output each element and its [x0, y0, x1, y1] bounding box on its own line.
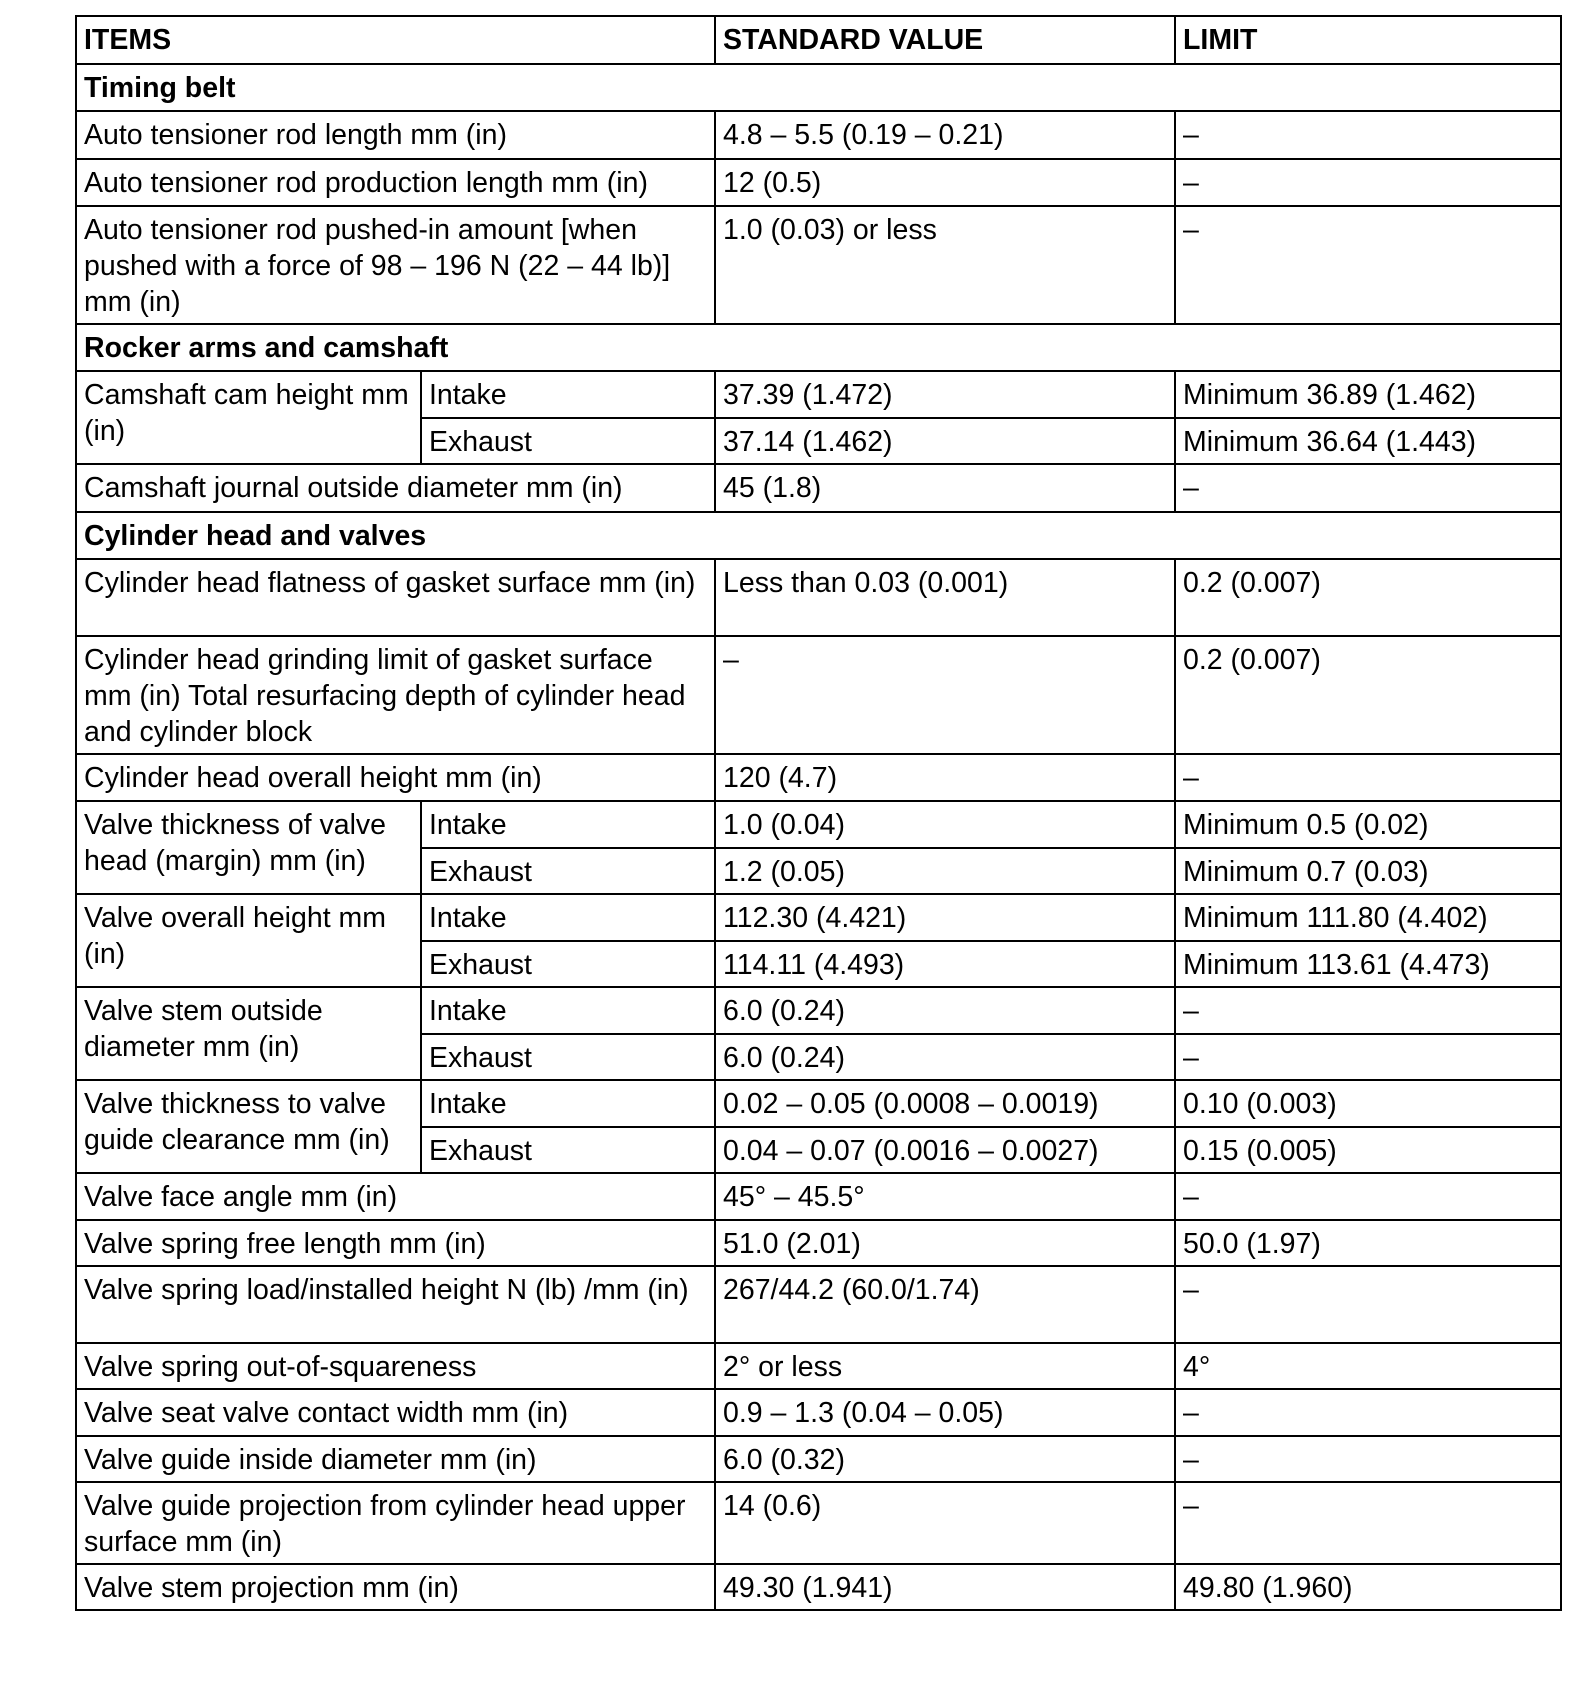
standard-value: 6.0 (0.24): [715, 987, 1175, 1034]
limit-value: Minimum 111.80 (4.402): [1175, 894, 1561, 941]
table-row: [76, 1173, 1561, 1220]
table-row: [76, 1080, 1561, 1127]
table-row: [76, 1436, 1561, 1482]
table-row: [76, 1343, 1561, 1389]
item-label: Auto tensioner rod length mm (in): [76, 111, 715, 159]
limit-value: 0.15 (0.005): [1175, 1127, 1561, 1173]
table-row: [76, 111, 1561, 159]
standard-value: 49.30 (1.941): [715, 1564, 1175, 1610]
standard-value: 6.0 (0.24): [715, 1034, 1175, 1080]
limit-value: –: [1175, 1482, 1561, 1564]
item-label: Valve seat valve contact width mm (in): [76, 1389, 715, 1436]
limit-value: 0.2 (0.007): [1175, 636, 1561, 754]
standard-value: 45° – 45.5°: [715, 1173, 1175, 1220]
table-row: [76, 801, 1561, 848]
section-title: Cylinder head and valves: [76, 512, 1561, 559]
item-label: Valve thickness to valve guide clearance mm (in): [76, 1080, 421, 1173]
standard-value: 267/44.2 (60.0/1.74): [715, 1266, 1175, 1343]
standard-value: –: [715, 636, 1175, 754]
standard-value: 120 (4.7): [715, 754, 1175, 801]
column-header-standard-value: STANDARD VALUE: [715, 16, 1175, 64]
standard-value: 37.14 (1.462): [715, 418, 1175, 464]
standard-value: 4.8 – 5.5 (0.19 – 0.21): [715, 111, 1175, 159]
limit-value: –: [1175, 1266, 1561, 1343]
table-row: [76, 1220, 1561, 1266]
table-row: [76, 464, 1561, 512]
item-label: Camshaft cam height mm (in): [76, 371, 421, 464]
table-row: [76, 1266, 1561, 1343]
limit-value: 49.80 (1.960): [1175, 1564, 1561, 1610]
limit-value: Minimum 36.64 (1.443): [1175, 418, 1561, 464]
item-label: Valve spring free length mm (in): [76, 1220, 715, 1266]
section-row: [76, 512, 1561, 559]
standard-value: 2° or less: [715, 1343, 1175, 1389]
table-row: [76, 894, 1561, 941]
sub-item-label: Intake: [421, 371, 715, 418]
limit-value: 0.10 (0.003): [1175, 1080, 1561, 1127]
table-row: [76, 636, 1561, 754]
section-title: Timing belt: [76, 64, 1561, 111]
item-label: Valve guide inside diameter mm (in): [76, 1436, 715, 1482]
standard-value: 45 (1.8): [715, 464, 1175, 512]
item-label: Cylinder head flatness of gasket surface mm (in): [76, 559, 715, 636]
item-label: Valve stem projection mm (in): [76, 1564, 715, 1610]
item-label: Valve stem outside diameter mm (in): [76, 987, 421, 1080]
standard-value: 12 (0.5): [715, 159, 1175, 206]
standard-value: 51.0 (2.01): [715, 1220, 1175, 1266]
table-row: [76, 559, 1561, 636]
section-title: Rocker arms and camshaft: [76, 324, 1561, 371]
table-row: [76, 1564, 1561, 1610]
specifications-table: [75, 15, 1562, 1611]
item-label: Camshaft journal outside diameter mm (in): [76, 464, 715, 512]
column-header-limit: LIMIT: [1175, 16, 1561, 64]
limit-value: –: [1175, 1389, 1561, 1436]
limit-value: –: [1175, 1436, 1561, 1482]
table-row: [76, 1389, 1561, 1436]
table-row: [76, 206, 1561, 324]
sub-item-label: Exhaust: [421, 941, 715, 987]
standard-value: 0.04 – 0.07 (0.0016 – 0.0027): [715, 1127, 1175, 1173]
table-row: [76, 159, 1561, 206]
limit-value: 4°: [1175, 1343, 1561, 1389]
standard-value: 6.0 (0.32): [715, 1436, 1175, 1482]
item-label: Valve spring out-of-squareness: [76, 1343, 715, 1389]
limit-value: 0.2 (0.007): [1175, 559, 1561, 636]
sub-item-label: Exhaust: [421, 1127, 715, 1173]
table-row: [76, 754, 1561, 801]
column-header-items: ITEMS: [76, 16, 715, 64]
limit-value: –: [1175, 987, 1561, 1034]
item-label: Cylinder head grinding limit of gasket surface mm (in) Total resurfacing depth of cylinder head and cylinder block: [76, 636, 715, 754]
item-label: Valve overall height mm (in): [76, 894, 421, 987]
item-label: Valve spring load/installed height N (lb) /mm (in): [76, 1266, 715, 1343]
item-label: Cylinder head overall height mm (in): [76, 754, 715, 801]
standard-value: 114.11 (4.493): [715, 941, 1175, 987]
section-row: [76, 324, 1561, 371]
item-label: Valve face angle mm (in): [76, 1173, 715, 1220]
table-row: [76, 1482, 1561, 1564]
limit-value: –: [1175, 206, 1561, 324]
specifications-table-body: [76, 16, 1561, 1610]
standard-value: 112.30 (4.421): [715, 894, 1175, 941]
standard-value: Less than 0.03 (0.001): [715, 559, 1175, 636]
limit-value: –: [1175, 464, 1561, 512]
limit-value: Minimum 36.89 (1.462): [1175, 371, 1561, 418]
sub-item-label: Intake: [421, 1080, 715, 1127]
header-row: [76, 16, 1561, 64]
sub-item-label: Intake: [421, 801, 715, 848]
table-row: [76, 987, 1561, 1034]
limit-value: Minimum 0.7 (0.03): [1175, 848, 1561, 894]
limit-value: –: [1175, 1173, 1561, 1220]
limit-value: Minimum 113.61 (4.473): [1175, 941, 1561, 987]
limit-value: –: [1175, 754, 1561, 801]
limit-value: –: [1175, 159, 1561, 206]
item-label: Valve guide projection from cylinder head upper surface mm (in): [76, 1482, 715, 1564]
sub-item-label: Exhaust: [421, 1034, 715, 1080]
standard-value: 14 (0.6): [715, 1482, 1175, 1564]
limit-value: –: [1175, 1034, 1561, 1080]
sub-item-label: Exhaust: [421, 848, 715, 894]
table-row: [76, 371, 1561, 418]
limit-value: –: [1175, 111, 1561, 159]
item-label: Valve thickness of valve head (margin) mm (in): [76, 801, 421, 894]
sub-item-label: Exhaust: [421, 418, 715, 464]
sub-item-label: Intake: [421, 987, 715, 1034]
section-row: [76, 64, 1561, 111]
limit-value: Minimum 0.5 (0.02): [1175, 801, 1561, 848]
standard-value: 0.02 – 0.05 (0.0008 – 0.0019): [715, 1080, 1175, 1127]
standard-value: 1.0 (0.03) or less: [715, 206, 1175, 324]
standard-value: 1.0 (0.04): [715, 801, 1175, 848]
standard-value: 37.39 (1.472): [715, 371, 1175, 418]
limit-value: 50.0 (1.97): [1175, 1220, 1561, 1266]
item-label: Auto tensioner rod pushed-in amount [when pushed with a force of 98 – 196 N (22 – 44 lb)] mm (in): [76, 206, 715, 324]
item-label: Auto tensioner rod production length mm (in): [76, 159, 715, 206]
standard-value: 0.9 – 1.3 (0.04 – 0.05): [715, 1389, 1175, 1436]
standard-value: 1.2 (0.05): [715, 848, 1175, 894]
sub-item-label: Intake: [421, 894, 715, 941]
